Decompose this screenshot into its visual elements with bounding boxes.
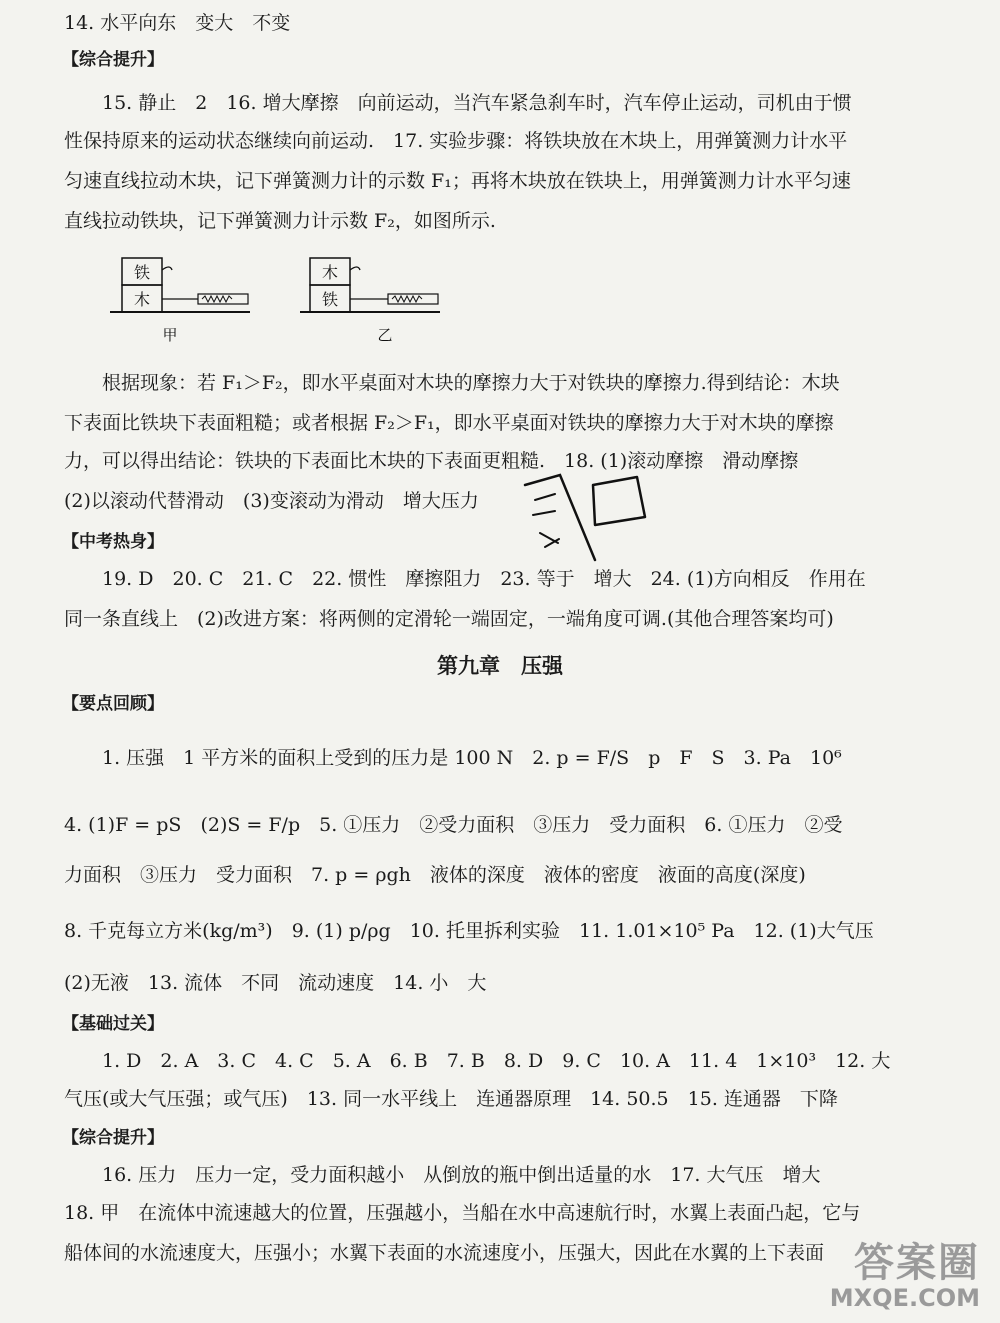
watermark-url: MXQE.COM [829, 1284, 980, 1312]
answer-line: 力，可以得出结论：铁块的下表面比木块的下表面更粗糙. 18. (1)滚动摩擦 滑动摩擦 [64, 450, 799, 472]
answer-line: 直线拉动铁块，记下弹簧测力计示数 F₂，如图所示. [64, 210, 496, 232]
figure-caption-left: 甲 [162, 326, 178, 344]
bottom-block-label: 木 [133, 290, 151, 309]
answer-line: (2)以滚动代替滑动 (3)变滚动为滑动 增大压力 [64, 490, 479, 512]
answer-line: 1. 压强 1 平方米的面积上受到的压力是 100 N 2. p = F/S p F S 3. Pa 10⁶ [102, 747, 842, 769]
hook-icon [162, 267, 172, 270]
hook-icon [350, 267, 360, 270]
answer-line: 8. 千克每立方米(kg/m³) 9. (1) p/ρg 10. 托里拆利实验 11. 1.01×10⁵ Pa 12. (1)大气压 [64, 920, 874, 942]
answer-line: 16. 压力 压力一定，受力面积越小 从倒放的瓶中倒出适量的水 17. 大气压 增大 [102, 1164, 821, 1186]
answer-line: 18. 甲 在流体中流速越大的位置，压强越小，当船在水中高速航行时，水翼上表面凸起，它与 [64, 1202, 861, 1224]
watermark [830, 1241, 980, 1311]
spring-coil-icon [202, 296, 232, 302]
section-heading-exam-warmup: 【中考热身】 [62, 532, 164, 552]
answer-line: 19. D 20. C 21. C 22. 惯性 摩擦阻力 23. 等于 增大 24. (1)方向相反 作用在 [102, 568, 866, 590]
answer-line: 根据现象：若 F₁＞F₂，即水平桌面对木块的摩擦力大于对铁块的摩擦力.得到结论：木块 [102, 372, 840, 394]
figure-caption-right: 乙 [377, 326, 393, 344]
watermark-logo: 答案圈 [854, 1240, 980, 1286]
top-block-label: 铁 [133, 263, 151, 282]
bottom-block-label: 铁 [321, 290, 339, 309]
answer-line: 气压(或大气压强；或气压) 13. 同一水平线上 连通器原理 14. 50.5 15. 连通器 下降 [64, 1088, 838, 1110]
answer-line: 匀速直线拉动木块，记下弹簧测力计的示数 F₁；再将木块放在铁块上，用弹簧测力计水平匀速 [64, 170, 851, 192]
setup-left [110, 258, 250, 344]
answer-line: 4. (1)F = pS (2)S = F/p 5. ①压力 ②受力面积 ③压力 受力面积 6. ①压力 ②受 [64, 814, 843, 836]
chapter-title: 第九章 压强 [437, 654, 563, 678]
answer-line: 下表面比铁块下表面粗糙；或者根据 F₂＞F₁，即水平桌面对铁块的摩擦力大于对木块的摩擦 [64, 412, 834, 434]
answer-line: 1. D 2. A 3. C 4. C 5. A 6. B 7. B 8. D 9. C 10. A 11. 4 1×10³ 12. 大 [102, 1050, 891, 1072]
answer-line: 15. 静止 2 16. 增大摩擦 向前运动，当汽车紧急刹车时，汽车停止运动，司机由于惯 [102, 92, 852, 114]
section-heading-comprehensive: 【综合提升】 [62, 1128, 164, 1148]
section-heading-key-review: 【要点回顾】 [62, 694, 164, 714]
friction-experiment-diagram [110, 250, 470, 350]
section-heading-comprehensive: 【综合提升】 [62, 50, 164, 70]
answer-line: (2)无液 13. 流体 不同 流动速度 14. 小 大 [64, 972, 487, 994]
section-heading-basic-check: 【基础过关】 [62, 1014, 164, 1034]
answer-line: 船体间的水流速度大，压强小；水翼下表面的水流速度小，压强大，因此在水翼的上下表面 [64, 1242, 825, 1264]
answer-line: 性保持原来的运动状态继续向前运动. 17. 实验步骤：将铁块放在木块上，用弹簧测力计水平 [64, 130, 848, 152]
top-block-label: 木 [321, 263, 339, 282]
spring-coil-icon [392, 296, 422, 302]
answer-line: 力面积 ③压力 受力面积 7. p = ρgh 液体的深度 液体的密度 液面的高度(深度) [64, 864, 806, 886]
setup-right [300, 258, 440, 344]
handwritten-scribble [505, 455, 665, 565]
answer-line: 14. 水平向东 变大 不变 [64, 12, 291, 34]
answer-line: 同一条直线上 (2)改进方案：将两侧的定滑轮一端固定，一端角度可调.(其他合理答案均可) [64, 608, 834, 630]
